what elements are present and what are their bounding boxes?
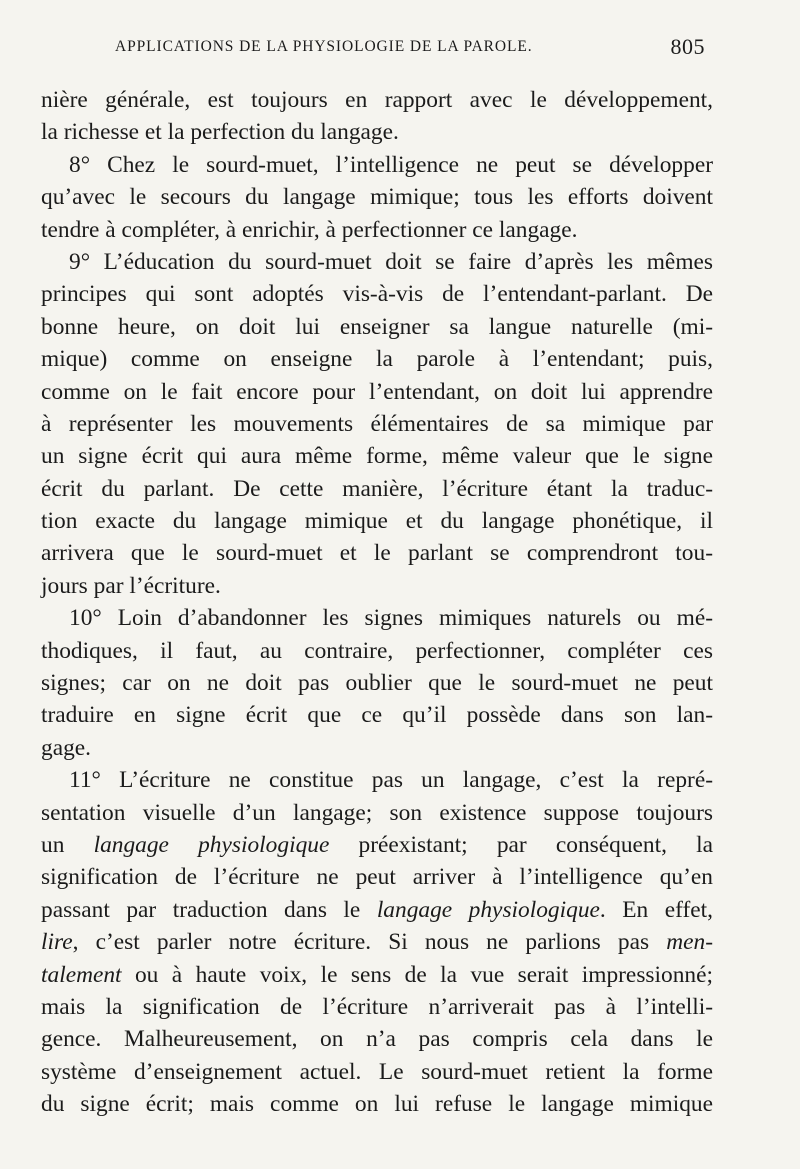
text-line: 11° L’écriture ne constitue pas un langage, c’est la repré- [69, 767, 713, 794]
text-line: signes; car on ne doit pas oublier que le sourd-muet ne peut [41, 670, 713, 697]
text-line: thodiques, il faut, au contraire, perfectionner, compléter ces [41, 637, 713, 664]
text-line: arrivera que le sourd-muet et le parlant se comprendront tou- [41, 540, 713, 567]
text-line: un signe écrit qui aura même forme, même valeur que le signe [41, 443, 713, 470]
text-segment: ou à haute voix, le sens de la vue serait impressionné; [121, 961, 713, 988]
text-segment: , c’est parler notre écriture. Si nous ne parlions pas [72, 929, 667, 956]
italic-term: men- [666, 929, 713, 956]
text-segment: . En effet, [599, 896, 713, 923]
text-segment: préexistant; par conséquent, la [329, 831, 713, 858]
text-line: du signe écrit; mais comme on lui refuse le langage mimique [41, 1091, 713, 1118]
text-segment: passant par traduction dans le [41, 896, 377, 923]
text-line: mais la signification de l’écriture n’arriverait pas à l’intelli- [41, 993, 713, 1020]
text-line: mique) comme on enseigne la parole à l’entendant; puis, [41, 346, 713, 373]
text-line: la richesse et la perfection du langage. [41, 119, 399, 146]
text-line: bonne heure, on doit lui enseigner sa langue naturelle (mi- [41, 313, 713, 340]
text-line: système d’enseignement actuel. Le sourd-muet retient la forme [41, 1058, 713, 1085]
body-text [41, 84, 713, 1121]
running-head: APPLICATIONS DE LA PHYSIOLOGIE DE LA PAROLE. [115, 38, 533, 55]
text-line: 8° Chez le sourd-muet, l’intelligence ne peut se développer [69, 151, 713, 178]
text-line: sentation visuelle d’un langage; son existence suppose toujours [41, 799, 713, 826]
text-segment: un [41, 831, 94, 858]
text-line: nière générale, est toujours en rapport avec le développement, [41, 87, 713, 113]
text-line [41, 926, 713, 958]
italic-term: talement [41, 961, 122, 988]
text-line [41, 959, 713, 991]
page-number: 805 [670, 34, 705, 59]
text-line [41, 829, 713, 861]
text-line: à représenter les mouvements élémentaires de sa mimique par [41, 410, 713, 437]
text-line: tendre à compléter, à enrichir, à perfectionner ce langage. [41, 216, 578, 243]
italic-term: langage physiologique [376, 896, 600, 923]
text-line: tion exacte du langage mimique et du langage phonétique, il [41, 508, 713, 535]
text-line: gence. Malheureusement, on n’a pas compris cela dans le [41, 1026, 713, 1053]
text-line: 10° Loin d’abandonner les signes mimiques naturels ou mé- [69, 605, 713, 632]
text-line: 9° L’éducation du sourd-muet doit se faire d’après les mêmes [69, 248, 713, 275]
text-line: principes qui sont adoptés vis-à-vis de l’entendant-parlant. De [41, 281, 713, 308]
text-line: comme on le fait encore pour l’entendant, on doit lui apprendre [41, 378, 713, 405]
text-line [41, 894, 713, 926]
italic-term: lire [41, 929, 73, 956]
text-line: signification de l’écriture ne peut arriver à l’intelligence qu’en [41, 864, 713, 891]
text-line: traduire en signe écrit que ce qu’il possède dans son lan- [41, 702, 713, 729]
text-line: jours par l’écriture. [41, 572, 221, 599]
italic-term: langage physiologique [93, 831, 330, 858]
text-line: écrit du parlant. De cette manière, l’écriture étant la traduc- [41, 475, 713, 502]
text-line: gage. [41, 734, 92, 761]
text-line: qu’avec le secours du langage mimique; tous les efforts doivent [41, 184, 713, 211]
page-header [115, 34, 705, 60]
